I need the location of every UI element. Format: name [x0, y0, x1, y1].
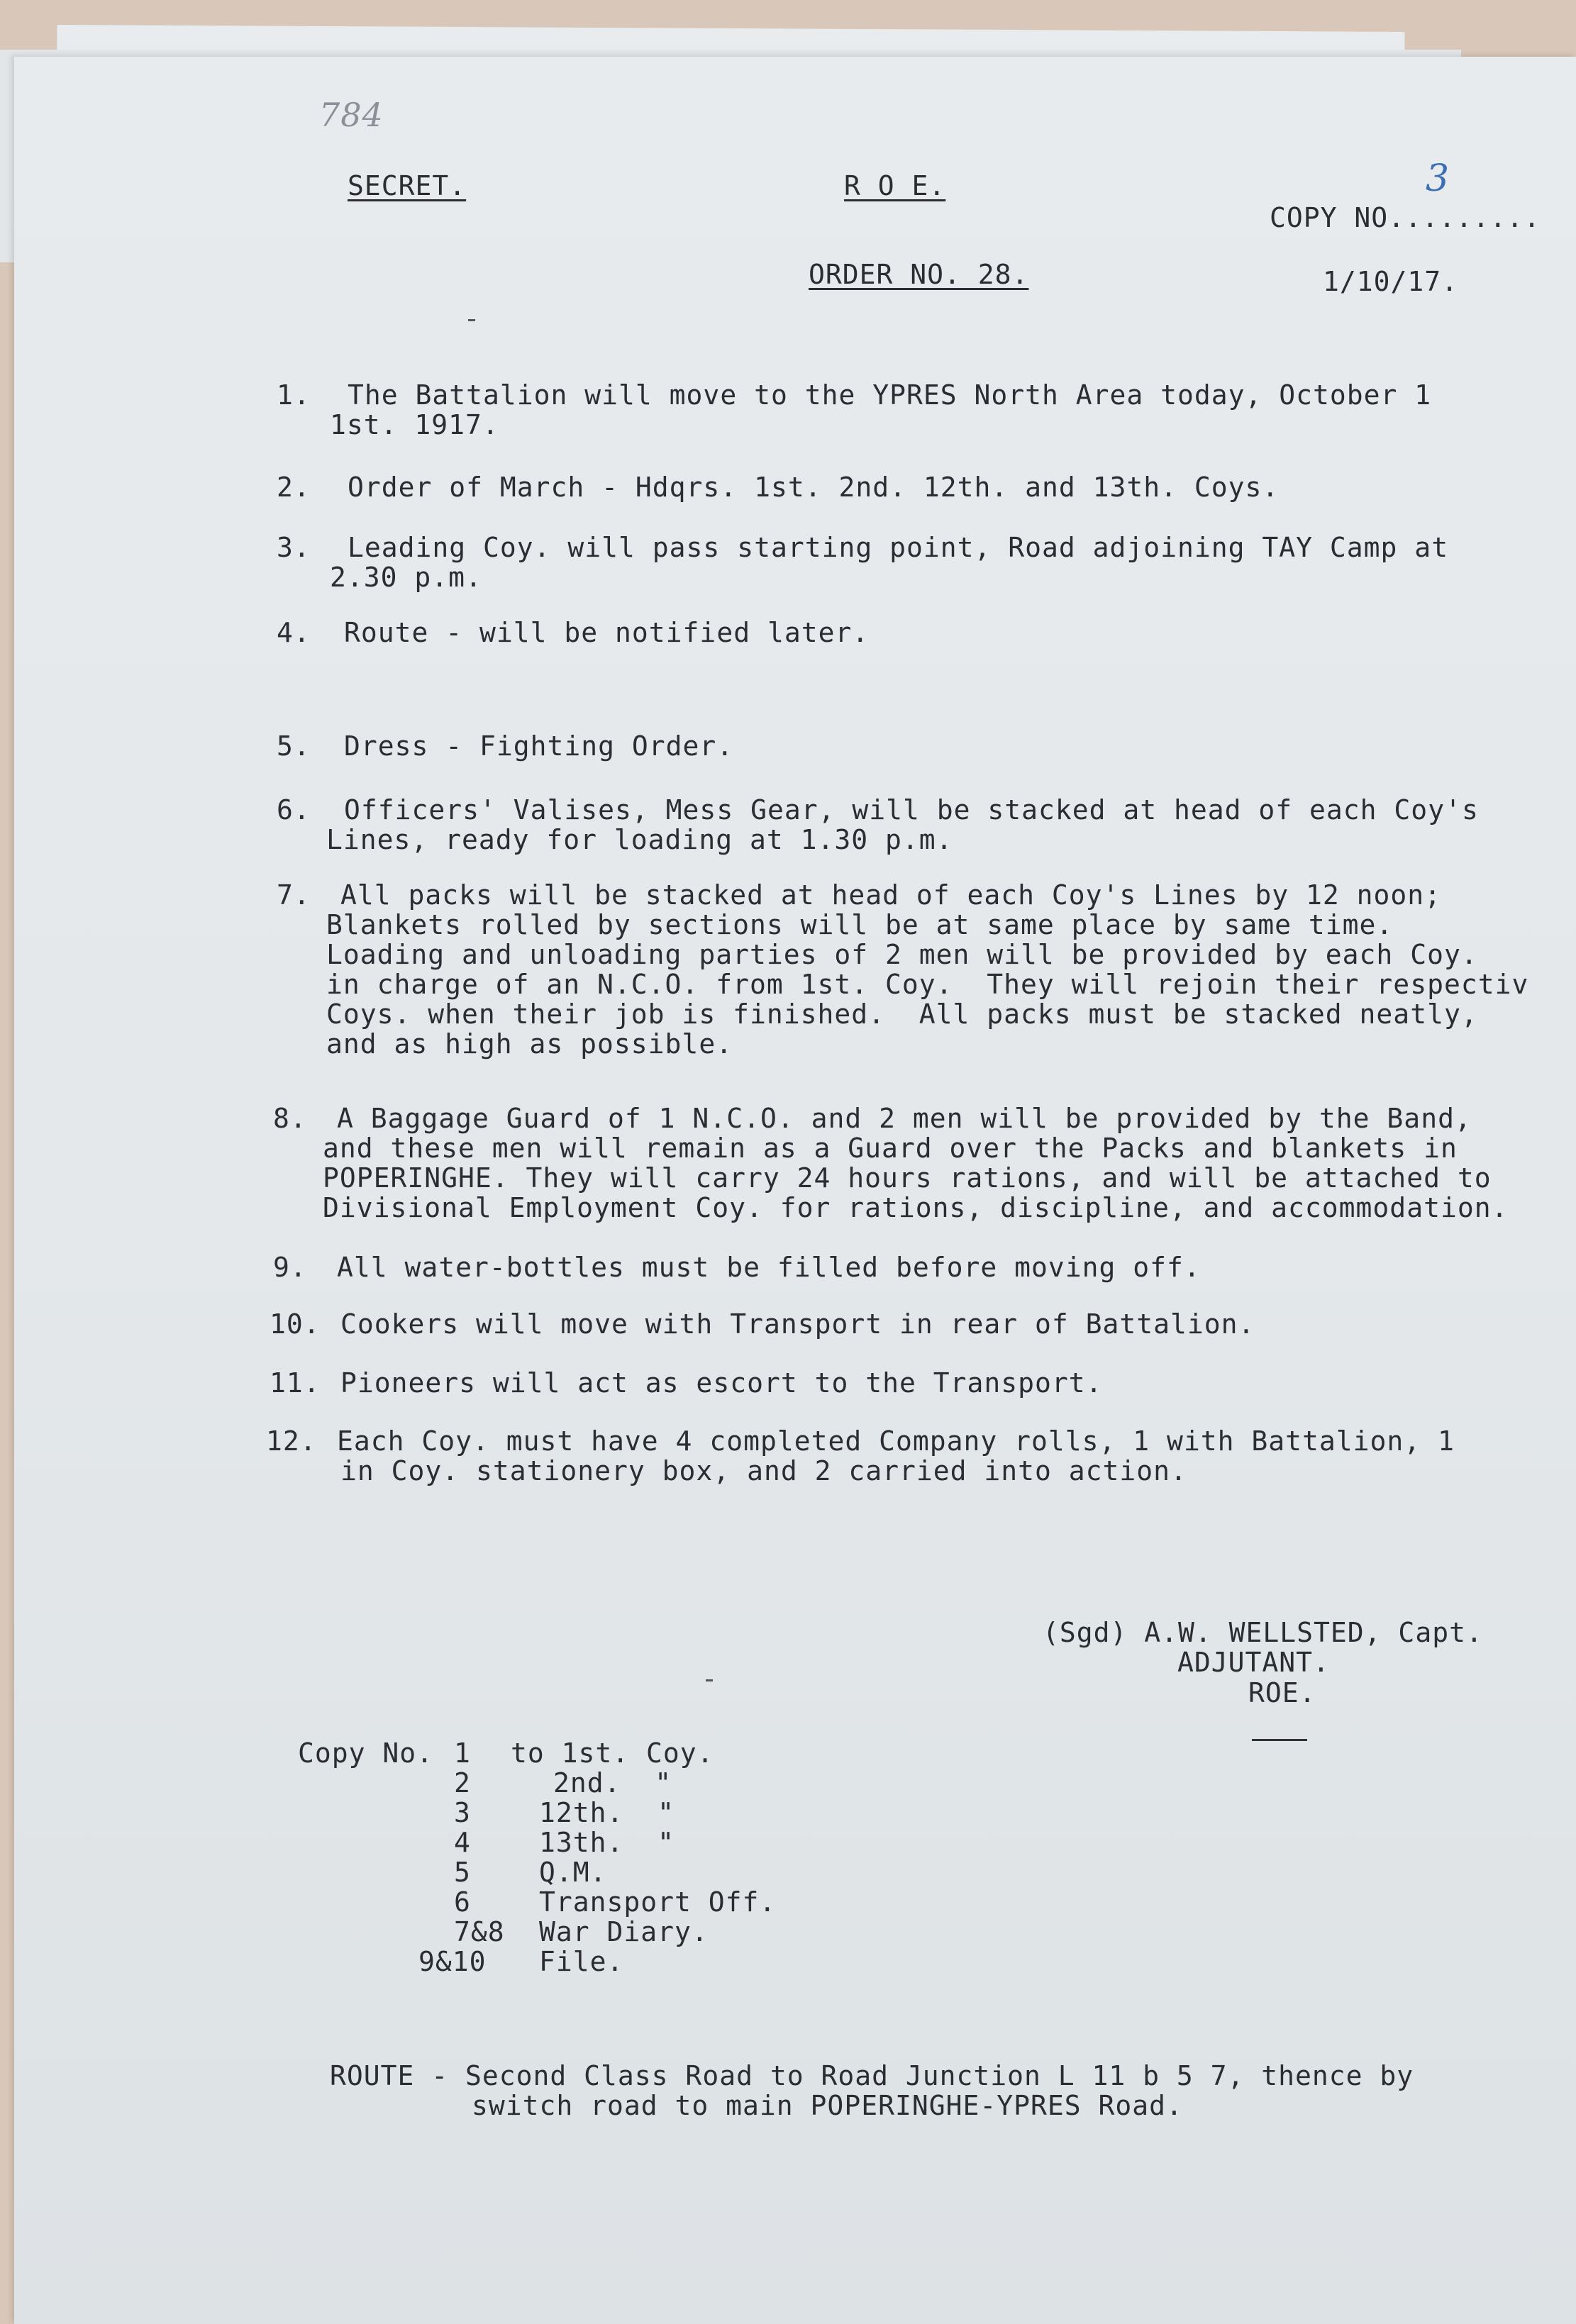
paragraph-3-number: 3. — [277, 532, 311, 563]
paragraph-11-line: Pioneers will act as escort to the Transport. — [340, 1367, 1103, 1399]
route-note-line: ROUTE - Second Class Road to Road Junction L 11 b 5 7, thence by — [330, 2060, 1414, 2091]
paragraph-7-line: Loading and unloading parties of 2 men will be provided by each Coy. — [326, 939, 1478, 970]
distribution-copy-number: 7&8 — [454, 1916, 505, 1947]
paragraph-6-line: Officers' Valises, Mess Gear, will be stacked at head of each Coy's — [344, 794, 1479, 825]
paragraph-2-line: Order of March - Hdqrs. 1st. 2nd. 12th. and 13th. Coys. — [348, 472, 1280, 503]
paragraph-1-number: 1. — [277, 379, 311, 411]
distribution-copy-number: 5 — [454, 1857, 471, 1888]
paragraph-3-line: 2.30 p.m. — [330, 562, 482, 593]
signature-unit: ROE. — [1248, 1677, 1316, 1708]
route-note-line: switch road to main POPERINGHE-YPRES Road. — [472, 2090, 1183, 2121]
distribution-label: Copy No. — [298, 1738, 434, 1769]
paragraph-7-number: 7. — [277, 879, 311, 911]
paper-mark — [468, 319, 475, 321]
paragraph-4-number: 4. — [277, 617, 311, 648]
distribution-copy-number: 1 — [454, 1738, 471, 1769]
paragraph-12-line: Each Coy. must have 4 completed Company rolls, 1 with Battalion, 1 — [337, 1425, 1455, 1457]
paragraph-3-line: Leading Coy. will pass starting point, Road adjoining TAY Camp at — [348, 532, 1449, 563]
paper-mark — [706, 1679, 713, 1681]
signature-divider — [1252, 1739, 1307, 1741]
paragraph-4-line: Route - will be notified later. — [344, 617, 870, 648]
copy-number-stamp: 3 — [1426, 157, 1450, 200]
distribution-recipient: File. — [539, 1946, 624, 1977]
distribution-recipient: 13th. " — [539, 1827, 675, 1858]
paragraph-9-number: 9. — [273, 1252, 307, 1283]
distribution-recipient: Q.M. — [539, 1857, 607, 1888]
distribution-recipient: 2nd. " — [553, 1767, 672, 1798]
distribution-copy-number: 3 — [454, 1797, 471, 1828]
signature-name: (Sgd) A.W. WELLSTED, Capt. — [1043, 1617, 1483, 1648]
paragraph-7-line: All packs will be stacked at head of each Coy's Lines by 12 noon; — [340, 879, 1442, 911]
paragraph-7-line: Coys. when their job is finished. All packs must be stacked neatly, — [326, 999, 1478, 1030]
paragraph-10-number: 10. — [270, 1308, 321, 1340]
order-number: ORDER NO. 28. — [809, 259, 1029, 290]
paragraph-6-number: 6. — [277, 794, 311, 825]
paragraph-8-line: and these men will remain as a Guard over the Packs and blankets in — [323, 1133, 1458, 1164]
document-page — [14, 57, 1576, 2324]
copy-number-field: COPY NO......... — [1270, 202, 1541, 233]
distribution-recipient: Transport Off. — [539, 1886, 777, 1918]
distribution-copy-number: 4 — [454, 1827, 471, 1858]
paragraph-5-number: 5. — [277, 730, 311, 762]
paragraph-12-number: 12. — [266, 1425, 317, 1457]
distribution-copy-number: 6 — [454, 1886, 471, 1918]
paragraph-7-line: and as high as possible. — [326, 1028, 733, 1060]
paragraph-10-line: Cookers will move with Transport in rear of Battalion. — [340, 1308, 1255, 1340]
paragraph-12-line: in Coy. stationery box, and 2 carried into action. — [340, 1455, 1187, 1486]
paragraph-11-number: 11. — [270, 1367, 321, 1399]
paragraph-5-line: Dress - Fighting Order. — [344, 730, 734, 762]
distribution-recipient: War Diary. — [539, 1916, 709, 1947]
paragraph-6-line: Lines, ready for loading at 1.30 p.m. — [326, 824, 953, 855]
paragraph-1-line: The Battalion will move to the YPRES North Area today, October 1 — [348, 379, 1432, 411]
paragraph-8-line: Divisional Employment Coy. for rations, discipline, and accommodation. — [323, 1192, 1509, 1223]
distribution-copy-number: 2 — [454, 1767, 471, 1798]
signature-title: ADJUTANT. — [1177, 1647, 1330, 1678]
distribution-recipient: 12th. " — [539, 1797, 675, 1828]
distribution-recipient: to 1st. Coy. — [511, 1738, 714, 1769]
paragraph-2-number: 2. — [277, 472, 311, 503]
paragraph-8-number: 8. — [273, 1103, 307, 1134]
paragraph-9-line: All water-bottles must be filled before moving off. — [337, 1252, 1201, 1283]
paragraph-7-line: Blankets rolled by sections will be at same place by same time. — [326, 909, 1394, 940]
classification-label: SECRET. — [348, 170, 467, 201]
paragraph-8-line: A Baggage Guard of 1 N.C.O. and 2 men will be provided by the Band, — [337, 1103, 1472, 1134]
order-date: 1/10/17. — [1323, 266, 1459, 297]
paragraph-7-line: in charge of an N.C.O. from 1st. Coy. They will rejoin their respectiv — [326, 969, 1529, 1000]
pencil-reference-number: 784 — [319, 96, 384, 134]
unit-heading: R O E. — [844, 170, 946, 201]
paragraph-1-line: 1st. 1917. — [330, 409, 499, 440]
paragraph-8-line: POPERINGHE. They will carry 24 hours rations, and will be attached to — [323, 1162, 1492, 1194]
distribution-copy-number: 9&10 — [418, 1946, 487, 1977]
